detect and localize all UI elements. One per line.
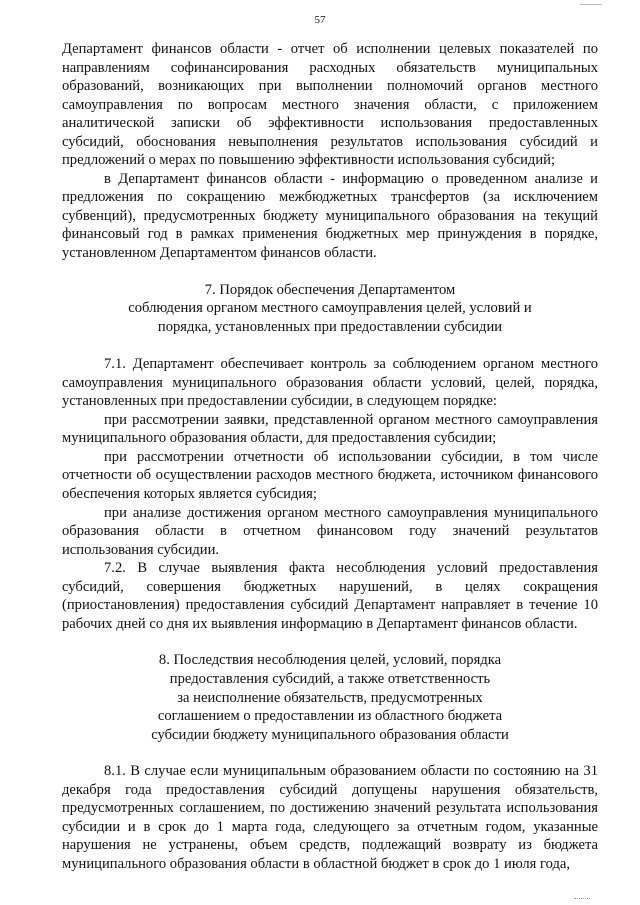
section-7-heading-line: 7. Порядок обеспечения Департаментом: [204, 281, 456, 298]
section-7-heading-line: порядка, установленных при предоставлении субсидии: [157, 318, 503, 335]
section-8-heading-line: за неисполнение обязательств, предусмотренных: [177, 689, 483, 706]
document-body: [62, 40, 598, 873]
scan-corner-mark: [580, 0, 602, 5]
paragraph-8-1: 8.1. В случае если муниципальным образованием области по состоянию на 31 декабря года предоставления субсидий допущены нарушения обязательств, предусмотренных соглашением, по достижению значений результата использования субсидии и в срок до 1 марта года, следующего за отчетным годом, указанные нарушения не устранены, объем средств, подлежащий возврату из бюджета муниципального образования области в областной бюджет в срок до 1 июля года,: [62, 763, 598, 872]
section-7-heading-line: соблюдения органом местного самоуправления целей, условий и: [128, 300, 532, 317]
page-number: 57: [314, 14, 326, 26]
section-8-heading-line: субсидии бюджету муниципального образования области: [151, 726, 509, 743]
paragraph-finance-info: в Департамент финансов области - информацию о проведенном анализе и предложения по сокращению межбюджетных трансфертов (за исключением субвенций), предусмотренных бюджету муниципального образования на текущий финансовый год в рамках применения бюджетных мер принуждения в порядке, установленном Департаментом финансов области.: [62, 170, 598, 262]
section-8-heading-line: предоставления субсидий, а также ответственность: [169, 670, 491, 687]
section-8-heading: [62, 651, 598, 744]
paragraph-7-2: 7.2. В случае выявления факта несоблюдения условий предоставления субсидий, совершения бюджетных нарушений, в целях сокращения (приостановления) предоставления субсидий Департамент направляет в течение 10 рабочих дней со дня их выявления информацию в Департамент финансов области.: [62, 560, 598, 632]
paragraph-finance-report: Департамент финансов области - отчет об исполнении целевых показателей по направлениям софинансирования расходных обязательств муниципальных образований, возникающих при выполнении полномочий органов местного самоуправления по вопросам местного значения области, с приложением аналитической записки об эффективности использования предоставленных субсидий, обоснования невыполнения результатов использования субсидий и предложений о мерах по повышению эффективности использования субсидий;: [62, 41, 598, 169]
section-8-heading-line: 8. Последствия несоблюдения целей, условий, порядка: [158, 652, 502, 669]
scan-bottom-mark: [574, 896, 590, 899]
paragraph-7-1-item-reporting: при рассмотрении отчетности об использовании субсидии, в том числе отчетности об осуществлении расходов местного бюджета, источником финансового обеспечения которых является субсидия;: [62, 448, 598, 503]
paragraph-7-1-item-application: при рассмотрении заявки, представленной органом местного самоуправления муниципального образования области, для предоставления субсидии;: [62, 411, 598, 447]
section-8-heading-line: соглашением о предоставлении из областного бюджета: [157, 708, 503, 725]
section-7-heading: [62, 281, 598, 337]
paragraph-7-1-item-analysis: при анализе достижения органом местного самоуправления муниципального образования области в отчетном финансовом году значений результатов использования субсидии.: [62, 504, 598, 558]
paragraph-7-1: 7.1. Департамент обеспечивает контроль за соблюдением органом местного самоуправления муниципального образования области условий, целей, порядка, установленных при предоставлении субсидии, в следующем порядке:: [62, 356, 598, 410]
